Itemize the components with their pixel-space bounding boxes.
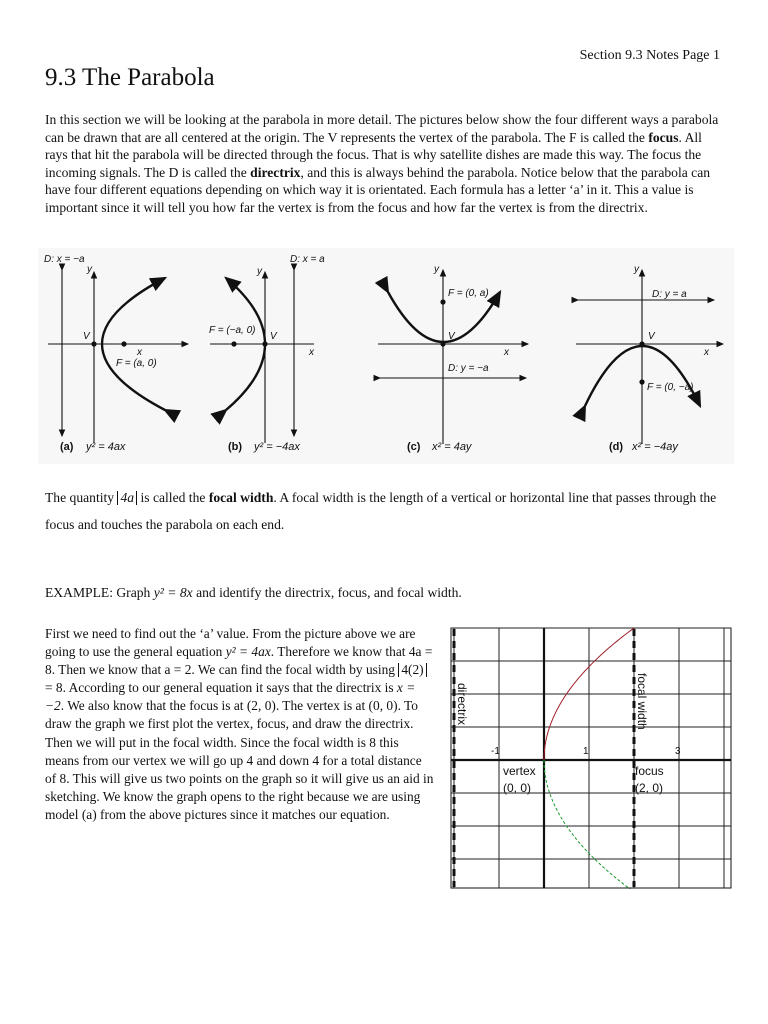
figure-d-caption-equation: x² = −4ay [632,441,678,453]
figure-b-caption-equation: y² = −4ax [254,441,300,453]
figure-b-caption-letter: (b) [228,441,243,453]
figure-b-focus-point [231,341,236,346]
figure-a-y-label: y [87,264,92,275]
figure-b-focus-label: F = (−a, 0) [209,325,256,336]
figure-b-y-label: y [257,266,262,277]
solution-text-5: . We also know that the focus is at (2, 0). The vertex is at (0, 0). To draw the graph we first plot the vertex, focus, and draw the directrix. Then we will put in the focal width. Since the focal width is 8 this means from our vertex we will go up 4 and down 4 for a total distance of 8. This will give us two points on the graph so it will give us an aid in sketching. We know the graph opens to the right because we are using model (a) from the above pictures since it matches our equation. [45,698,434,822]
focal-width-text-1: The quantity [45,490,118,505]
example-graph [450,627,732,894]
figure-c-vertex-point [440,341,445,346]
figure-c-x-label: x [504,347,509,358]
figure-a-directrix-label: D: x = −a [44,254,85,265]
directrix-term: directrix [250,164,301,180]
figure-c-vertex-label: V [448,331,455,342]
focal-width-text-3: . A focal width is the length of a vertical or horizontal line that passes through the focus and touches the parabola on each end. [45,490,717,532]
focal-width-text-2: is called the [137,490,209,505]
figure-a-x-label: x [137,347,142,358]
graph-vertex-label: vertex [503,764,536,778]
parabola-figures [38,248,734,464]
solution-text-3: . Then we know that a = 2. We can find the focal width by using [51,662,399,678]
solution-general-equation: y² = 4ax [225,644,271,660]
figure-a-vertex-label: V [83,331,90,342]
figure-a-focus-label: F = (a, 0) [116,358,157,369]
graph-tick-1: 1 [583,746,589,757]
figure-d-vertex-label: V [648,331,655,342]
solution-paragraph [45,625,435,824]
figure-c-directrix-label: D: y = −a [448,363,489,374]
figure-b-vertex-point [262,341,267,346]
focus-term: focus [648,129,679,145]
figure-c-caption-letter: (c) [407,441,421,453]
page-header: Section 9.3 Notes Page 1 [579,48,720,63]
solution-focal-width-result: = 8 [45,680,63,696]
solution-text-2: . Therefore we know that [270,644,409,660]
figure-c-y-label: y [434,264,439,275]
figure-d-vertex-point [639,341,644,346]
figure-a-vertex-point [91,341,96,346]
graph-focus-label: focus [635,764,664,778]
example-statement [45,585,462,601]
intro-text-1: In this section we will be looking at the parabola in more detail. The pictures below show the four different ways a parabola can be drawn that are all centered at the origin. The V represents the vertex of the parabola. The F is called the [45,112,719,145]
focal-width-term: focal width [208,490,274,505]
figure-d-directrix-label: D: y = a [652,289,687,300]
graph-directrix-label: directrix [455,683,469,726]
figure-b-directrix-label: D: x = a [290,254,325,265]
figure-a-focus-point [121,341,126,346]
intro-paragraph [45,111,725,217]
figure-a-diagram [48,270,188,443]
solution-text-1: First we need to find out the ‘a’ value. From the picture above we are going to use the general equation [45,626,416,660]
intro-text-2: . All rays that hit the parabola will be directed through the focus. That is why satellite dishes are made this way. The focus the incoming signals. The D is called the [45,129,702,180]
page-title: 9.3 The Parabola [45,64,215,91]
figure-b-vertex-label: V [270,331,277,342]
figure-d-x-label: x [704,347,709,358]
focal-width-quantity: 4a [117,491,137,505]
solution-directrix-equation: x = −2 [45,680,416,714]
figure-b-diagram [210,270,314,443]
figure-a-caption-letter: (a) [60,441,74,453]
focal-width-paragraph [45,484,735,538]
figure-d-focus-point [639,379,644,384]
example-text-1: EXAMPLE: Graph [45,585,154,600]
figure-a-caption-equation: y² = 4ax [86,441,126,453]
figure-d-caption-letter: (d) [609,441,624,453]
example-equation: y² = 8x [153,585,193,600]
graph-tick-3: 3 [675,746,681,757]
figure-c-focus-point [440,299,445,304]
figure-c-caption-equation: x² = 4ay [432,441,472,453]
figure-d-focus-label: F = (0, −a) [647,382,694,393]
graph-vertex-coords: (0, 0) [503,781,532,795]
solution-focal-width-calc: 4(2) [398,663,426,677]
figure-b-x-label: x [309,347,314,358]
figure-d-y-label: y [634,264,639,275]
intro-text-3: , and this is always behind the parabola. Notice below that the parabola can have four different equations depending on which way it is orientated. Each formula has a letter ‘a’ in it. This a value is important since it will tell you how far the vertex is from the focus and how far the vertex is from the directrix. [45,164,711,215]
graph-tick-neg1: -1 [491,746,500,757]
example-text-2: and identify the directrix, focus, and focal width. [192,585,462,600]
graph-focal-width-label: focal width [635,673,649,730]
figure-c-focus-label: F = (0, a) [448,288,489,299]
solution-eq-4a: 4a = 8 [45,644,433,678]
figure-d-diagram [576,270,723,444]
solution-text-4: . According to our general equation it says that the directrix is [62,680,397,696]
graph-focus-coords: (2, 0) [635,781,664,795]
